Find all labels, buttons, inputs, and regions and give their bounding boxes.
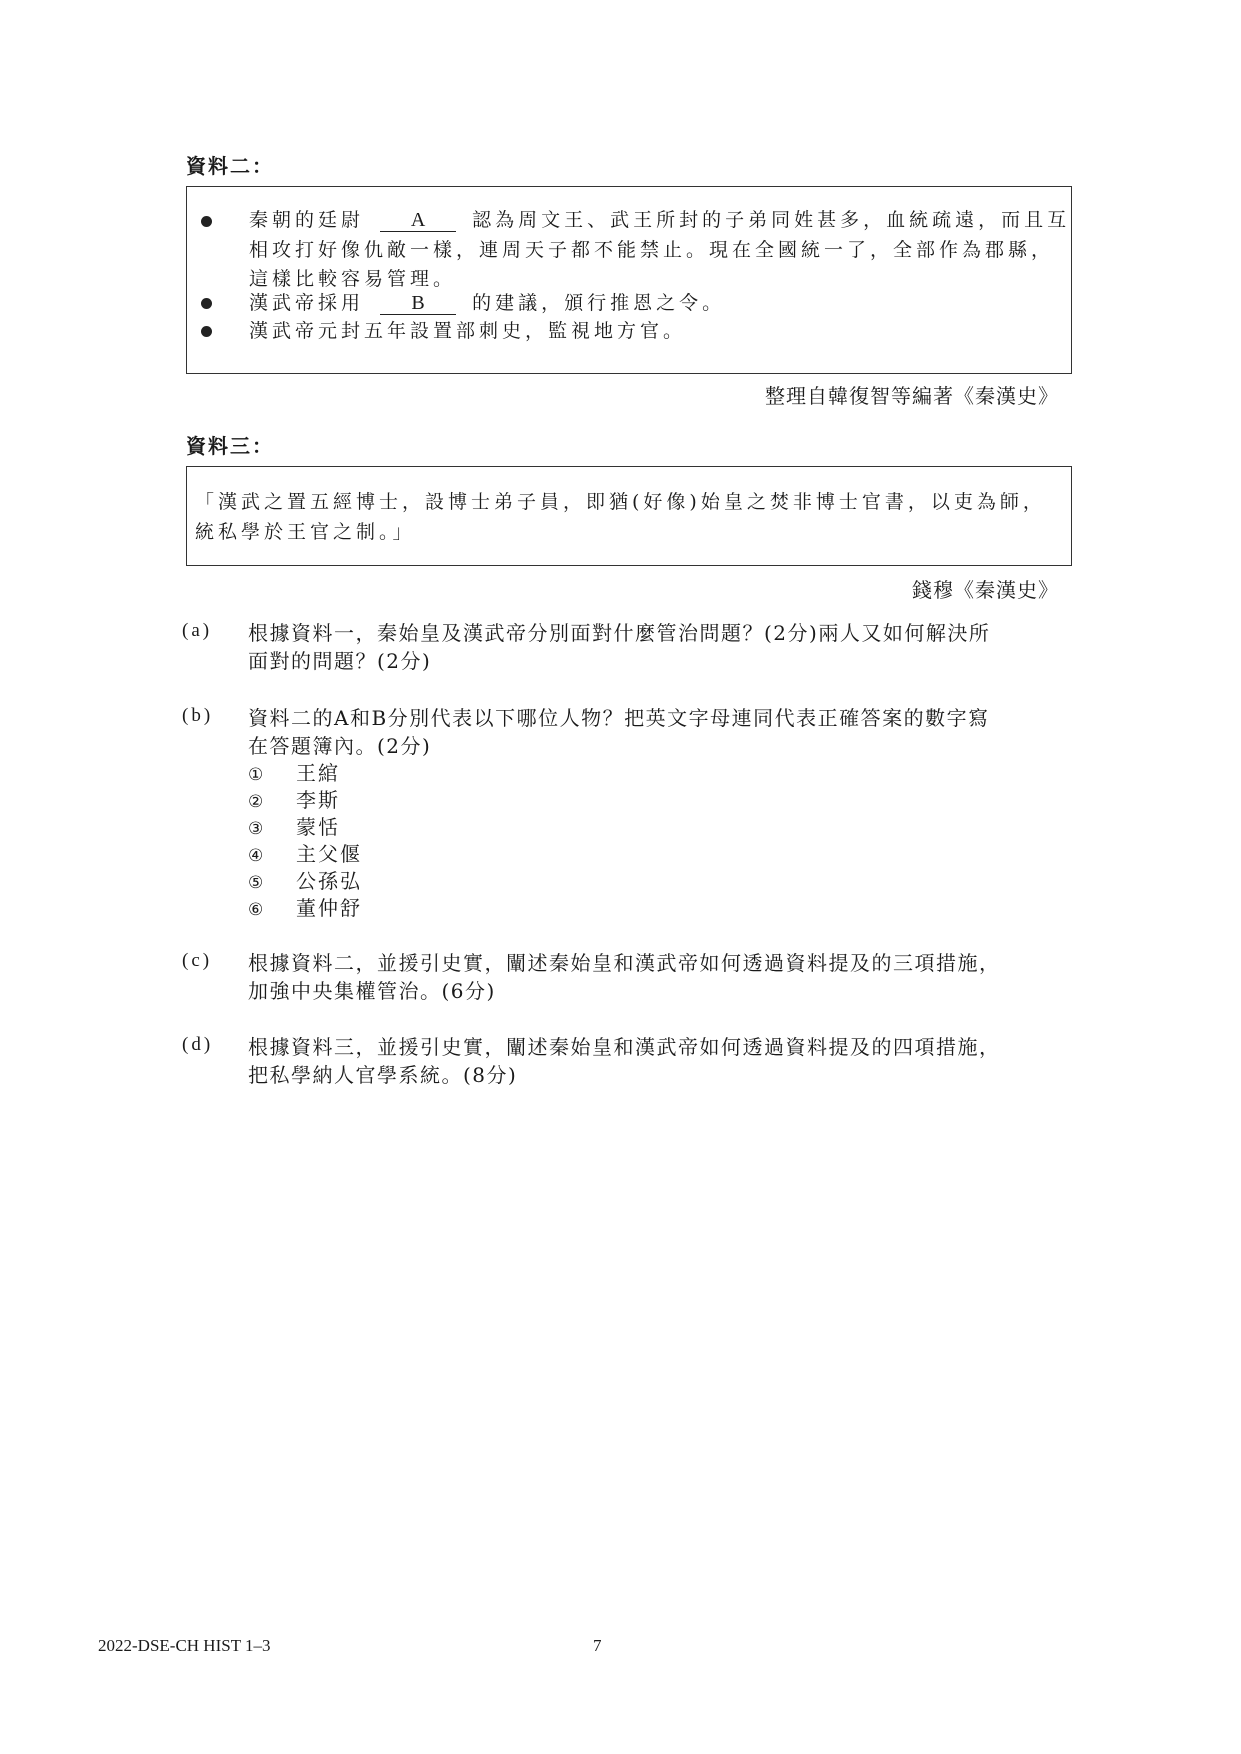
option-4 bbox=[248, 841, 362, 870]
question-a-label: (a) bbox=[182, 620, 213, 641]
bullet-icon bbox=[201, 216, 212, 227]
option-number: ⑥ bbox=[248, 900, 266, 920]
option-name: 王綰 bbox=[296, 761, 340, 785]
source2-citation: 整理自韓復智等編著《秦漢史》 bbox=[765, 384, 1059, 408]
option-3 bbox=[248, 814, 340, 843]
source3-citation: 錢穆《秦漢史》 bbox=[912, 578, 1059, 602]
source2-bullet1-line1 bbox=[249, 207, 1070, 233]
source2-bullet1-line3: 這樣比較容易管理。 bbox=[249, 268, 457, 290]
option-number: ④ bbox=[248, 846, 266, 866]
question-b-line2: 在答題簿內。(2分) bbox=[248, 734, 432, 758]
question-a-line1: 根據資料一，秦始皇及漢武帝分別面對什麼管治問題？(2分)兩人又如何解決所 bbox=[248, 621, 991, 645]
source3-box bbox=[186, 466, 1072, 566]
question-c-line1: 根據資料二，並援引史實，闡述秦始皇和漢武帝如何透過資料提及的三項措施， bbox=[248, 951, 1001, 975]
option-6 bbox=[248, 895, 362, 924]
source3-line2: 統私學於王官之制。」 bbox=[195, 521, 416, 543]
source3-line1: 「漢武之置五經博士，設博士弟子員，即猶(好像)始皇之焚非博士官書，以吏為師， bbox=[195, 491, 1046, 513]
text-segment: 漢武帝採用 bbox=[249, 292, 365, 314]
option-number: ⑤ bbox=[248, 873, 266, 893]
option-name: 董仲舒 bbox=[296, 896, 362, 920]
question-c-line2: 加強中央集權管治。(6分) bbox=[248, 979, 496, 1003]
option-1 bbox=[248, 760, 340, 789]
source2-bullet2-line1 bbox=[249, 290, 725, 316]
option-number: ③ bbox=[248, 819, 266, 839]
text-segment: 秦朝的廷尉 bbox=[249, 209, 365, 231]
question-b-line1: 資料二的A和B分別代表以下哪位人物？把英文字母連同代表正確答案的數字寫 bbox=[248, 706, 990, 730]
option-name: 公孫弘 bbox=[296, 869, 362, 893]
option-name: 主父偃 bbox=[296, 842, 362, 866]
text-segment: 認為周文王、武王所封的子弟同姓甚多，血統疏遠，而且互 bbox=[472, 209, 1071, 231]
source2-box bbox=[186, 186, 1072, 374]
option-number: ② bbox=[248, 792, 266, 812]
question-b-label: (b) bbox=[182, 705, 214, 726]
question-d-label: (d) bbox=[182, 1034, 214, 1055]
bullet-icon bbox=[201, 326, 212, 337]
exam-code: 2022-DSE-CH HIST 1–3 bbox=[98, 1636, 271, 1655]
option-name: 蒙恬 bbox=[296, 815, 340, 839]
option-5 bbox=[248, 868, 362, 897]
question-d-line2: 把私學納人官學系統。(8分) bbox=[248, 1063, 518, 1087]
source2-bullet3-line1: 漢武帝元封五年設置部刺史，監視地方官。 bbox=[249, 320, 687, 342]
text-segment: 的建議，頒行推恩之令。 bbox=[472, 292, 726, 314]
question-c-label: (c) bbox=[182, 950, 213, 971]
source2-heading: 資料二： bbox=[186, 154, 274, 178]
question-a-line2: 面對的問題？(2分) bbox=[248, 649, 432, 673]
option-2 bbox=[248, 787, 340, 816]
blank-a: A bbox=[380, 209, 456, 232]
option-name: 李斯 bbox=[296, 788, 340, 812]
question-d-line1: 根據資料三，並援引史實，闡述秦始皇和漢武帝如何透過資料提及的四項措施， bbox=[248, 1035, 1001, 1059]
bullet-icon bbox=[201, 298, 212, 309]
source3-heading: 資料三： bbox=[186, 434, 274, 458]
option-number: ① bbox=[248, 765, 266, 785]
blank-b: B bbox=[380, 292, 456, 315]
page-number: 7 bbox=[593, 1636, 602, 1655]
source2-bullet1-line2: 相攻打好像仇敵一樣，連周天子都不能禁止。現在全國統一了，全部作為郡縣， bbox=[249, 239, 1055, 261]
